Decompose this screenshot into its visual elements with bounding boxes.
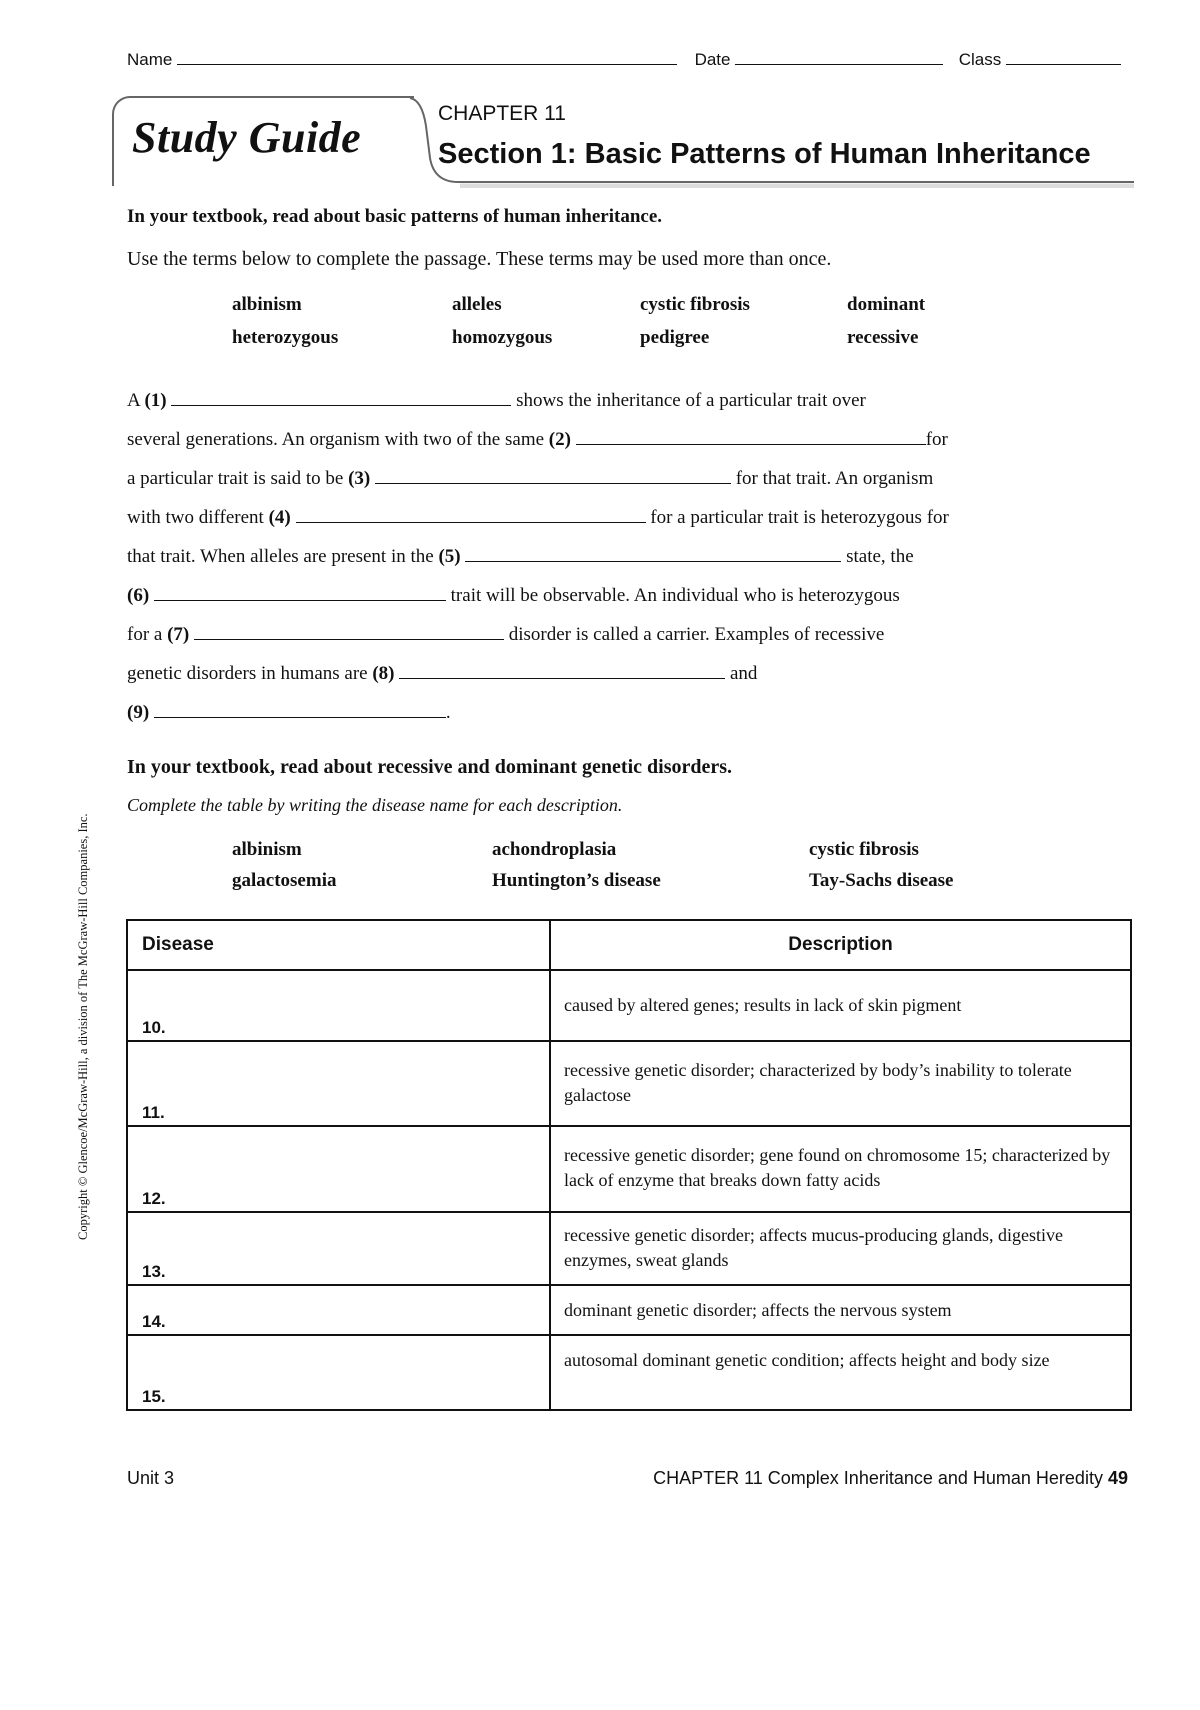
passage-line: for a (7) disorder is called a carrier. Examples of recessive bbox=[127, 624, 885, 645]
blank-2[interactable] bbox=[576, 428, 926, 445]
part1-instruction-bold: In your textbook, read about basic patterns of human inheritance. bbox=[127, 206, 663, 227]
row-answer-cell[interactable]: 13. bbox=[127, 1212, 550, 1285]
table-header-row bbox=[127, 920, 1131, 970]
blank-number: (8) bbox=[372, 663, 395, 684]
blank-number: (2) bbox=[548, 429, 571, 450]
word-bank-item: albinism bbox=[232, 294, 302, 315]
passage-line: several generations. An organism with two of the same (2) for bbox=[127, 429, 948, 450]
blank-number: (6) bbox=[127, 585, 150, 606]
blank-number: (5) bbox=[438, 546, 461, 567]
row-description: autosomal dominant genetic condition; affects height and body size bbox=[550, 1335, 1131, 1410]
page-number: 49 bbox=[1107, 1468, 1128, 1488]
blank-number: (1) bbox=[144, 390, 167, 411]
word-bank-item: homozygous bbox=[452, 327, 553, 348]
section-title: Section 1: Basic Patterns of Human Inheritance bbox=[438, 138, 1091, 170]
row-answer-cell[interactable]: 11. bbox=[127, 1041, 550, 1126]
class-field[interactable] bbox=[1006, 50, 1121, 65]
word-bank-item: achondroplasia bbox=[492, 839, 617, 860]
table-row bbox=[127, 1126, 1131, 1212]
passage-line: (6) trait will be observable. An individual who is heterozygous bbox=[127, 585, 900, 606]
word-bank-item: pedigree bbox=[640, 327, 710, 348]
word-bank-item: recessive bbox=[847, 327, 919, 348]
word-bank-item: cystic fibrosis bbox=[640, 294, 750, 315]
passage-line: (9) . bbox=[127, 702, 451, 723]
footer-unit: Unit 3 bbox=[127, 1468, 175, 1488]
passage-line: that trait. When alleles are present in the (5) state, the bbox=[127, 546, 914, 567]
table-row bbox=[127, 1335, 1131, 1410]
row-description: recessive genetic disorder; affects mucus-producing glands, digestive enzymes, sweat glands bbox=[550, 1212, 1131, 1285]
row-description: dominant genetic disorder; affects the nervous system bbox=[550, 1285, 1131, 1335]
part1-instruction: Use the terms below to complete the passage. These terms may be used more than once. bbox=[127, 248, 832, 270]
header-fields bbox=[127, 50, 1121, 70]
row-description: recessive genetic disorder; gene found on chromosome 15; characterized by lack of enzyme that breaks down fatty acids bbox=[550, 1126, 1131, 1212]
row-description: recessive genetic disorder; characterized by body’s inability to tolerate galactose bbox=[550, 1041, 1131, 1126]
date-label: Date bbox=[694, 50, 731, 69]
name-label: Name bbox=[127, 50, 173, 69]
copyright-text: Copyright © Glencoe/McGraw-Hill, a division of The McGraw-Hill Companies, Inc. bbox=[76, 813, 90, 1240]
blank-8[interactable] bbox=[399, 662, 725, 679]
footer-chapter-title: CHAPTER 11 Complex Inheritance and Human Heredity bbox=[653, 1468, 1103, 1488]
table-row bbox=[127, 1041, 1131, 1126]
blank-number: (7) bbox=[167, 624, 190, 645]
word-bank-item: Huntington’s disease bbox=[492, 870, 661, 891]
blank-number: (9) bbox=[127, 702, 150, 723]
table-row bbox=[127, 1285, 1131, 1335]
table-row bbox=[127, 1212, 1131, 1285]
word-bank-item: Tay-Sachs disease bbox=[809, 870, 954, 891]
row-description: caused by altered genes; results in lack of skin pigment bbox=[550, 970, 1131, 1041]
blank-number: (4) bbox=[268, 507, 291, 528]
description-header: Description bbox=[550, 920, 1131, 970]
row-answer-cell[interactable]: 14. bbox=[127, 1285, 550, 1335]
word-bank-item: albinism bbox=[232, 839, 302, 860]
disease-header: Disease bbox=[127, 920, 550, 970]
word-bank-item: heterozygous bbox=[232, 327, 339, 348]
blank-4[interactable] bbox=[296, 506, 646, 523]
study-guide-title: Study Guide bbox=[132, 113, 362, 162]
passage-line: with two different (4) for a particular trait is heterozygous for bbox=[127, 507, 949, 528]
chapter-label: CHAPTER 11 bbox=[438, 102, 566, 125]
class-label: Class bbox=[958, 50, 1002, 69]
word-bank-item: cystic fibrosis bbox=[809, 839, 919, 860]
part2-instruction-bold: In your textbook, read about recessive and dominant genetic disorders. bbox=[127, 756, 733, 778]
blank-number: (3) bbox=[348, 468, 371, 489]
row-answer-cell[interactable]: 15. bbox=[127, 1335, 550, 1410]
side-copyright bbox=[76, 813, 96, 1710]
row-answer-cell[interactable]: 10. bbox=[127, 970, 550, 1041]
blank-1[interactable] bbox=[171, 389, 511, 406]
name-field[interactable] bbox=[177, 50, 677, 65]
word-bank-item: galactosemia bbox=[232, 870, 337, 891]
word-bank-item: dominant bbox=[847, 294, 926, 315]
blank-6[interactable] bbox=[154, 584, 446, 601]
disease-table bbox=[126, 919, 1132, 1411]
footer-chapter bbox=[653, 1468, 1128, 1489]
date-field[interactable] bbox=[735, 50, 943, 65]
blank-3[interactable] bbox=[375, 467, 731, 484]
part2-instruction: Complete the table by writing the disease name for each description. bbox=[127, 795, 623, 815]
blank-5[interactable] bbox=[465, 545, 841, 562]
passage-line: genetic disorders in humans are (8) and bbox=[127, 663, 758, 684]
table-row bbox=[127, 970, 1131, 1041]
passage-line: a particular trait is said to be (3) for that trait. An organism bbox=[127, 468, 934, 489]
passage-line: A (1) shows the inheritance of a particular trait over bbox=[127, 390, 866, 411]
blank-7[interactable] bbox=[194, 623, 504, 640]
word-bank-item: alleles bbox=[452, 294, 502, 315]
row-answer-cell[interactable]: 12. bbox=[127, 1126, 550, 1212]
blank-9[interactable] bbox=[154, 701, 446, 718]
